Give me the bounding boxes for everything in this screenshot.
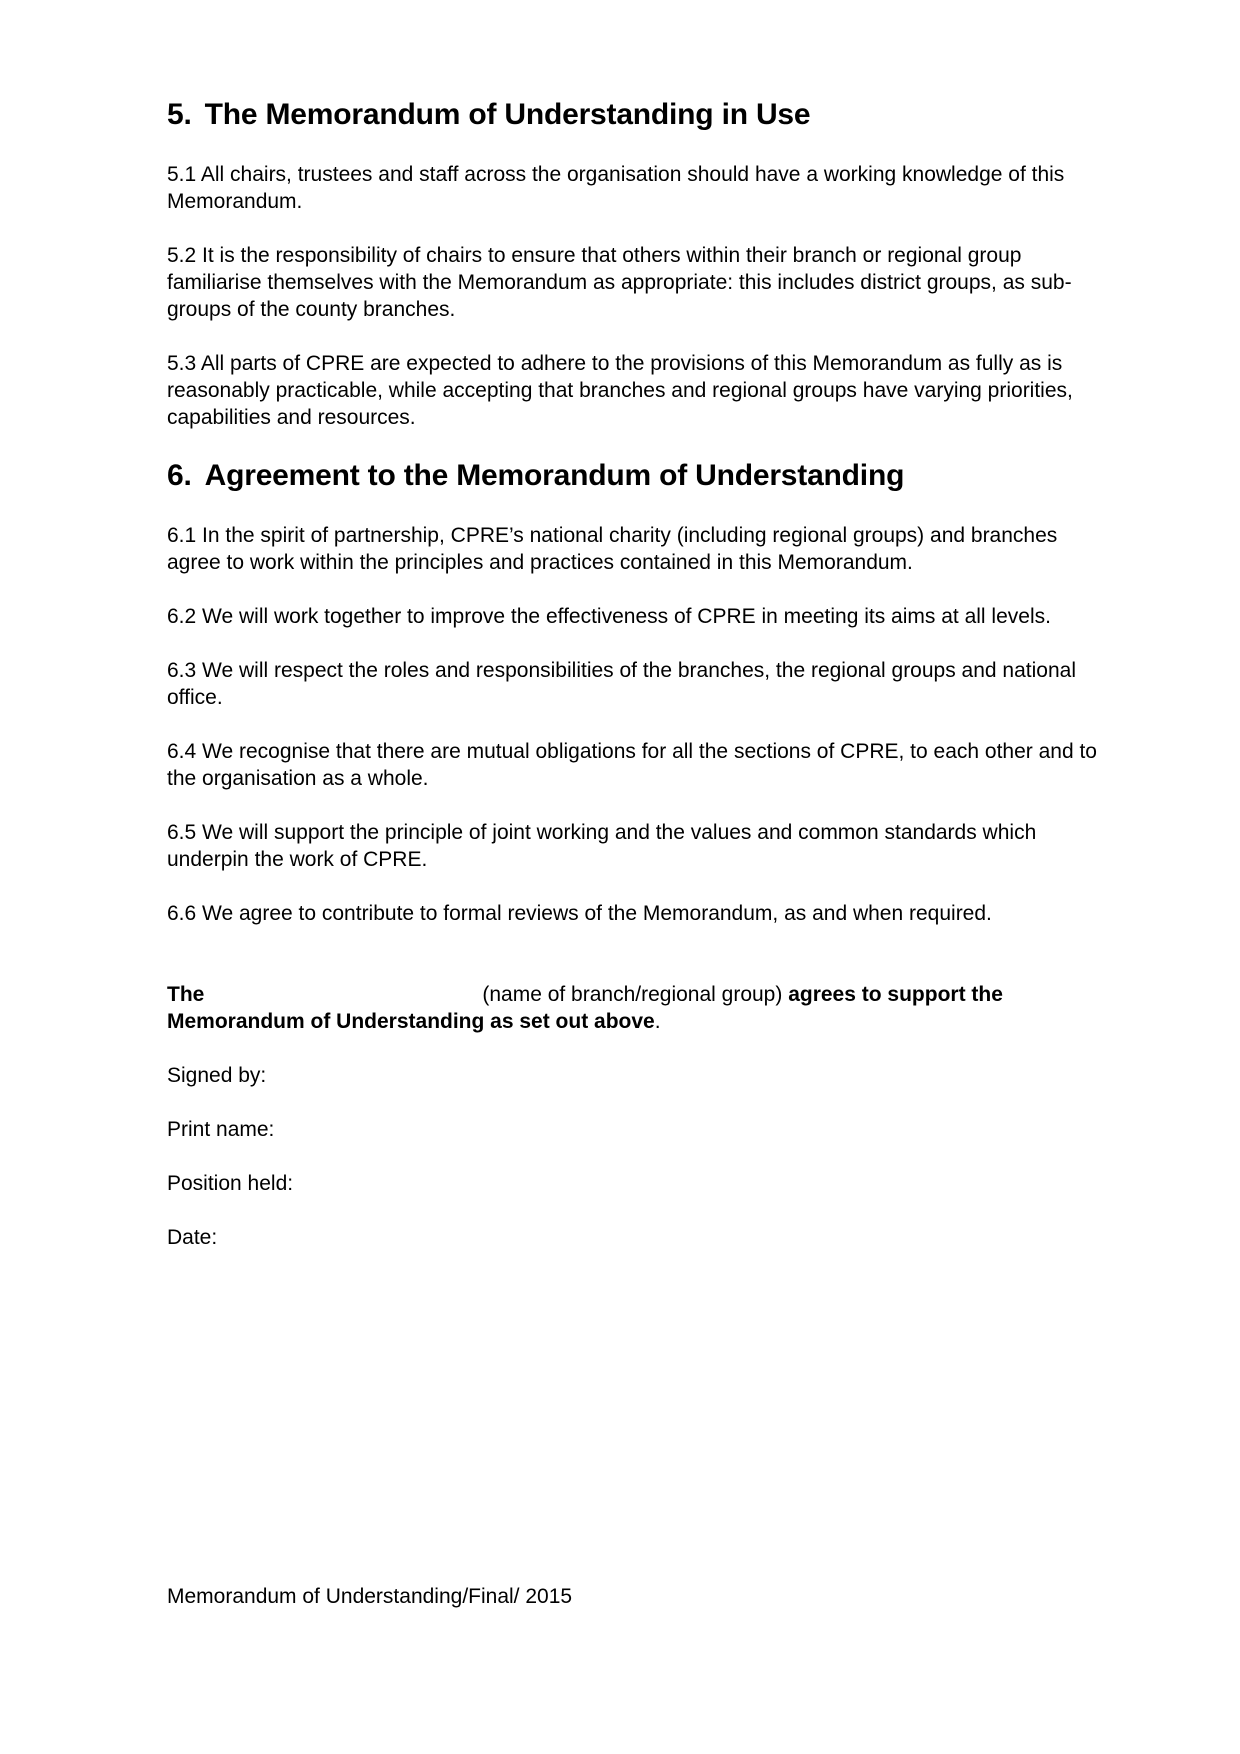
paragraph-6-3: 6.3 We will respect the roles and responsibilities of the branches, the regional groups and national office. (167, 659, 1076, 709)
agreement-tail: agrees to support the Memorandum of Understanding as set out above (167, 983, 1003, 1033)
section-6-number: 6. (167, 459, 192, 492)
section-5-heading (167, 96, 1112, 134)
paragraph-5-3: 5.3 All parts of CPRE are expected to adhere to the provisions of this Memorandum as fully as is reasonably practicable, while accepting that branches and regional groups have varying priorities, capabilities and resources. (167, 352, 1073, 429)
date-label: Date: (167, 1226, 218, 1249)
paragraph-6-6: 6.6 We agree to contribute to formal reviews of the Memorandum, as and when required. (167, 902, 992, 925)
print-name-label: Print name: (167, 1118, 275, 1141)
paragraph-6-2: 6.2 We will work together to improve the effectiveness of CPRE in meeting its aims at all levels. (167, 605, 1051, 628)
paragraph-6-5: 6.5 We will support the principle of joint working and the values and common standards which underpin the work of CPRE. (167, 821, 1037, 871)
paragraph-5-2: 5.2 It is the responsibility of chairs to ensure that others within their branch or regional group familiarise themselves with the Memorandum as appropriate: this includes district groups, as sub-groups of the county branches. (167, 244, 1072, 321)
agreement-lead: The (167, 983, 205, 1006)
agreement-name-hint: (name of branch/regional group) (482, 983, 783, 1006)
branch-name-blank (204, 1000, 482, 1001)
position-held-label: Position held: (167, 1172, 294, 1195)
document-content (167, 96, 1112, 1251)
agreement-statement (167, 981, 1112, 1035)
section-5-number: 5. (167, 98, 192, 131)
section-6-heading (167, 457, 1112, 495)
section-5-title: The Memorandum of Understanding in Use (204, 98, 811, 131)
agreement-period: . (654, 1010, 661, 1033)
paragraph-5-1: 5.1 All chairs, trustees and staff across the organisation should have a working knowledge of this Memorandum. (167, 163, 1065, 213)
document-footer: Memorandum of Understanding/Final/ 2015 (167, 1585, 573, 1608)
section-6-title: Agreement to the Memorandum of Understanding (204, 459, 905, 492)
signed-by-label: Signed by: (167, 1064, 267, 1087)
paragraph-6-4: 6.4 We recognise that there are mutual obligations for all the sections of CPRE, to each other and to the organisation as a whole. (167, 740, 1097, 790)
paragraph-6-1: 6.1 In the spirit of partnership, CPRE’s national charity (including regional groups) and branches agree to work within the principles and practices contained in this Memorandum. (167, 524, 1058, 574)
